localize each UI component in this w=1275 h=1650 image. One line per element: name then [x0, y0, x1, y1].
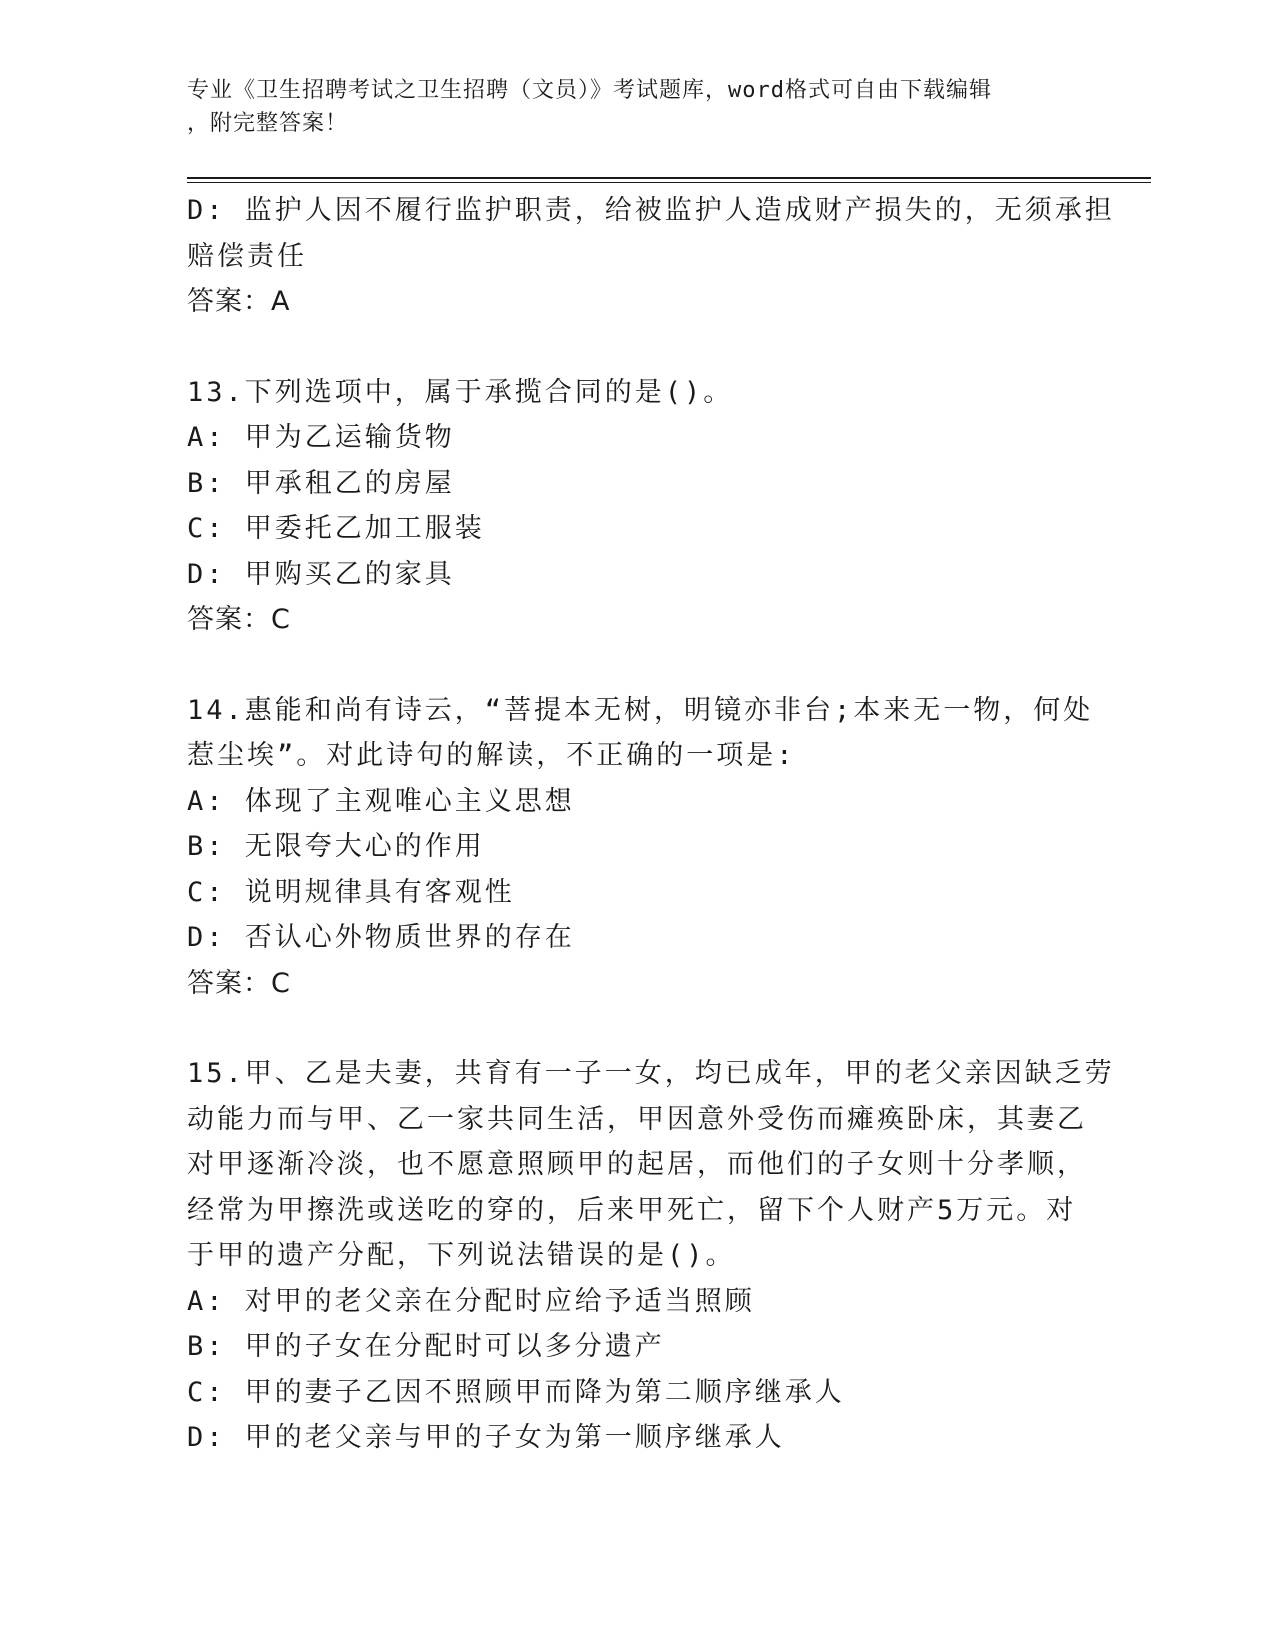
option-d-continued: 赔偿责任: [187, 240, 307, 272]
question-list: [187, 188, 1115, 1461]
header-divider-thick: [187, 177, 1151, 179]
question-stem: 13.下列选项中，属于承揽合同的是()。: [187, 376, 734, 408]
question-stem: 14.惠能和尚有诗云，“菩提本无树，明镜亦非台;本来无一物，何处: [187, 694, 1094, 726]
option-d: D: 甲的老父亲与甲的子女为第一顺序继承人: [187, 1422, 785, 1453]
question-12-tail: [187, 188, 1115, 325]
question-15: [187, 1051, 1115, 1461]
question-stem-continued: 经常为甲擦洗或送吃的穿的，后来甲死亡，留下个人财产5万元。对: [187, 1194, 1077, 1226]
document-header: [187, 74, 1067, 140]
option-d: D: 甲购买乙的家具: [187, 558, 455, 590]
answer: 答案：A: [187, 286, 291, 317]
option-a: A: 甲为乙运输货物: [187, 422, 455, 453]
answer: 答案：C: [187, 604, 291, 635]
option-c: C: 说明规律具有客观性: [187, 876, 515, 908]
header-line-1: 专业《卫生招聘考试之卫生招聘（文员）》考试题库，word格式可自由下载编辑: [187, 78, 992, 103]
option-b: B: 甲的子女在分配时可以多分遗产: [187, 1331, 665, 1362]
question-stem-continued: 对甲逐渐冷淡，也不愿意照顾甲的起居，而他们的子女则十分孝顺，: [187, 1149, 1087, 1180]
header-line-2: ，附完整答案！: [187, 111, 349, 136]
question-stem-continued: 于甲的遗产分配，下列说法错误的是()。: [187, 1240, 736, 1271]
question-stem: 15.甲、乙是夫妻，共育有一子一女，均已成年，甲的老父亲因缺乏劳: [187, 1058, 1115, 1089]
spacer: [187, 325, 1087, 370]
question-stem-continued: 惹尘埃”。对此诗句的解读，不正确的一项是:: [187, 740, 796, 771]
option-b: B: 甲承租乙的房屋: [187, 467, 455, 499]
option-b: B: 无限夸大心的作用: [187, 831, 485, 862]
option-d: D: 监护人因不履行监护职责，给被监护人造成财产损失的，无须承担: [187, 195, 1115, 226]
spacer: [187, 1006, 1087, 1051]
option-d: D: 否认心外物质世界的存在: [187, 922, 575, 953]
header-divider-thin: [187, 182, 1151, 183]
option-a: A: 体现了主观唯心主义思想: [187, 785, 575, 817]
question-stem-continued: 动能力而与甲、乙一家共同生活，甲因意外受伤而瘫痪卧床，其妻乙: [187, 1103, 1087, 1135]
option-a: A: 对甲的老父亲在分配时应给予适当照顾: [187, 1285, 755, 1317]
option-c: C: 甲的妻子乙因不照顾甲而降为第二顺序继承人: [187, 1376, 845, 1408]
question-14: [187, 688, 1094, 1007]
answer: 答案：C: [187, 967, 291, 999]
spacer: [187, 643, 1087, 688]
option-c: C: 甲委托乙加工服装: [187, 513, 485, 544]
question-13: [187, 370, 1087, 643]
